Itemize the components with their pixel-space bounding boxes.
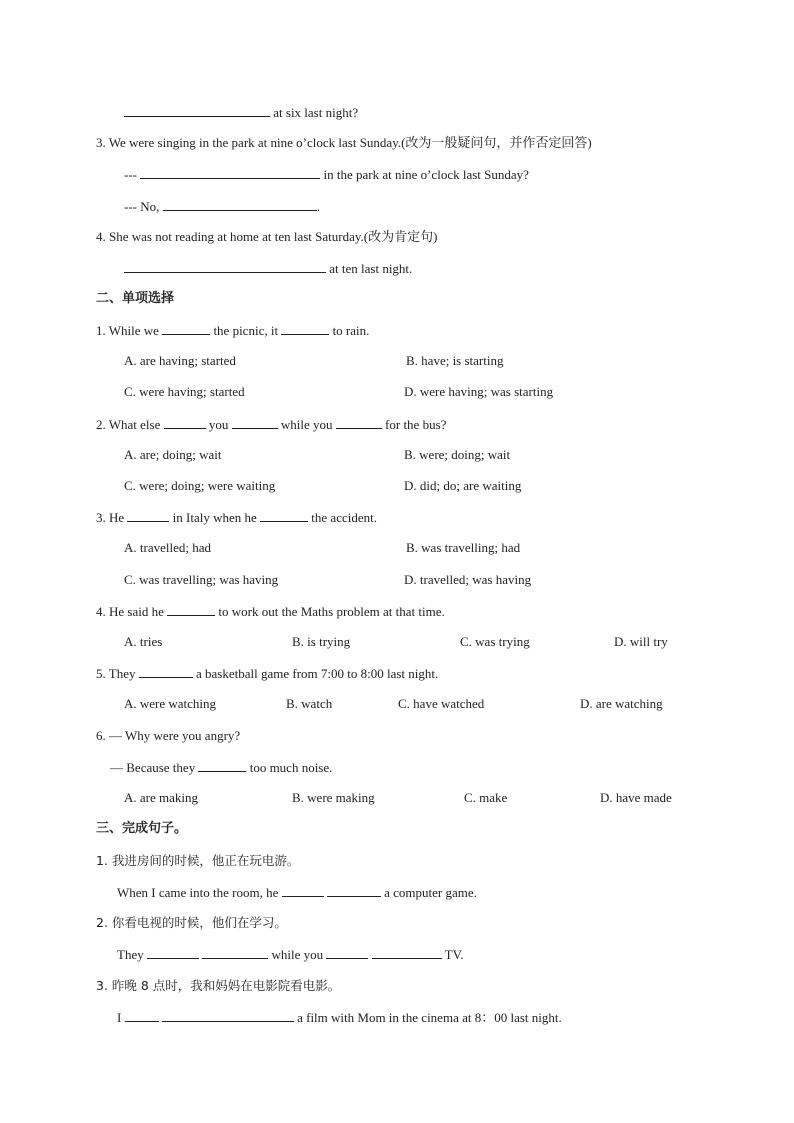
- answer-blank[interactable]: [162, 1009, 294, 1022]
- option-d[interactable]: D. have made: [600, 790, 672, 805]
- translation-item-1-english: [117, 884, 477, 901]
- option-d[interactable]: D. are watching: [580, 696, 663, 711]
- stem-text: a film with Mom in the cinema at 8：00 last night.: [297, 1010, 562, 1025]
- mc-question-6: 6. — Why were you angry?: [96, 728, 241, 743]
- option-a[interactable]: A. travelled; had: [124, 540, 211, 555]
- option-d[interactable]: D. were having; was starting: [404, 384, 554, 399]
- option-a[interactable]: A. are making: [124, 790, 199, 805]
- answer-blank[interactable]: [372, 946, 442, 959]
- stem-text: When I came into the room, he: [117, 885, 279, 900]
- mc-question-3: [96, 509, 377, 526]
- option-c[interactable]: C. was trying: [460, 634, 530, 649]
- q2-answer-rest: at six last night?: [273, 105, 359, 120]
- answer-blank[interactable]: [162, 322, 210, 335]
- section-2-heading: 二、单项选择: [96, 291, 175, 306]
- stem-text: while you: [280, 417, 333, 432]
- q3-answer-b: [124, 198, 320, 215]
- translation-item-3-english: [117, 1009, 562, 1026]
- q3-answer-a: [124, 166, 529, 183]
- option-a[interactable]: A. were watching: [124, 696, 217, 711]
- answer-blank[interactable]: [139, 665, 193, 678]
- answer-blank[interactable]: [147, 946, 199, 959]
- q2-answer-line: [124, 104, 358, 121]
- option-a[interactable]: A. are; doing; wait: [124, 447, 222, 462]
- mc-question-4: [96, 603, 445, 620]
- dash-no-prefix: --- No,: [124, 199, 160, 214]
- mc-question-5: [96, 665, 438, 682]
- answer-blank[interactable]: [125, 1009, 159, 1022]
- mc-question-2: [96, 416, 446, 433]
- answer-blank[interactable]: [232, 416, 278, 429]
- stem-text: 1. While we: [96, 323, 159, 338]
- answer-blank[interactable]: [282, 884, 324, 897]
- stem-text: the accident.: [311, 510, 377, 525]
- option-b[interactable]: B. is trying: [292, 634, 351, 649]
- stem-text: I: [117, 1010, 122, 1025]
- stem-text: They: [117, 947, 144, 962]
- stem-text: TV.: [444, 947, 464, 962]
- answer-blank[interactable]: [336, 416, 382, 429]
- answer-blank[interactable]: [167, 603, 215, 616]
- option-b[interactable]: B. were; doing; wait: [404, 447, 511, 462]
- q3-answer-a-rest: in the park at nine o’clock last Sunday?: [323, 167, 529, 182]
- stem-text: you: [208, 417, 229, 432]
- option-d[interactable]: D. will try: [614, 634, 668, 649]
- q4-answer-line: [124, 260, 412, 277]
- stem-text: 4. He said he: [96, 604, 164, 619]
- answer-blank[interactable]: [281, 322, 329, 335]
- answer-blank[interactable]: [326, 946, 368, 959]
- option-c[interactable]: C. make: [464, 790, 508, 805]
- answer-blank[interactable]: [124, 260, 326, 273]
- option-d[interactable]: D. did; do; are waiting: [404, 478, 522, 493]
- period: .: [316, 199, 320, 214]
- q4-answer-rest: at ten last night.: [329, 261, 413, 276]
- translation-item-3-chinese: 3. 昨晚 8 点时，我和妈妈在电影院看电影。: [96, 978, 341, 993]
- answer-blank[interactable]: [327, 884, 381, 897]
- stem-text: in Italy when he: [172, 510, 257, 525]
- answer-blank[interactable]: [202, 946, 268, 959]
- option-c[interactable]: C. were; doing; were waiting: [124, 478, 276, 493]
- stem-text: a basketball game from 7:00 to 8:00 last night.: [195, 666, 439, 681]
- answer-blank[interactable]: [124, 104, 270, 117]
- option-b[interactable]: B. was travelling; had: [406, 540, 521, 555]
- answer-blank[interactable]: [260, 509, 308, 522]
- option-c[interactable]: C. were having; started: [124, 384, 245, 399]
- stem-text: 3. He: [96, 510, 125, 525]
- answer-blank[interactable]: [140, 166, 320, 179]
- translation-item-2-english: [117, 946, 464, 963]
- answer-blank[interactable]: [198, 759, 246, 772]
- mc-question-1: [96, 322, 369, 339]
- dash-prefix: ---: [124, 167, 137, 182]
- option-b[interactable]: B. have; is starting: [406, 353, 504, 368]
- stem-text: while you: [271, 947, 324, 962]
- option-b[interactable]: B. were making: [292, 790, 375, 805]
- question-4: 4. She was not reading at home at ten last Saturday.(改为肯定句): [96, 229, 438, 244]
- translation-item-1-chinese: 1. 我进房间的时候，他正在玩电游。: [96, 853, 300, 868]
- section-3-heading: 三、完成句子。: [96, 821, 188, 836]
- stem-text: to work out the Maths problem at that time.: [218, 604, 445, 619]
- answer-blank[interactable]: [163, 198, 317, 211]
- stem-text: a computer game.: [384, 885, 477, 900]
- option-c[interactable]: C. was travelling; was having: [124, 572, 279, 587]
- stem-text: to rain.: [332, 323, 370, 338]
- stem-text: 2. What else: [96, 417, 161, 432]
- option-a[interactable]: A. tries: [124, 634, 163, 649]
- answer-blank[interactable]: [127, 509, 169, 522]
- stem-text: for the bus?: [385, 417, 447, 432]
- question-3: 3. We were singing in the park at nine o’clock last Sunday.(改为一般疑问句，并作否定回答): [96, 135, 592, 150]
- option-a[interactable]: A. are having; started: [124, 353, 236, 368]
- answer-blank[interactable]: [164, 416, 206, 429]
- stem-text: the picnic, it: [213, 323, 279, 338]
- translation-item-2-chinese: 2. 你看电视的时候，他们在学习。: [96, 915, 287, 930]
- option-d[interactable]: D. travelled; was having: [404, 572, 532, 587]
- option-b[interactable]: B. watch: [286, 696, 333, 711]
- stem-text: — Because they: [110, 760, 196, 775]
- stem-text: 5. They: [96, 666, 136, 681]
- stem-text: too much noise.: [249, 760, 333, 775]
- mc-question-6-response: [110, 759, 332, 776]
- option-c[interactable]: C. have watched: [398, 696, 485, 711]
